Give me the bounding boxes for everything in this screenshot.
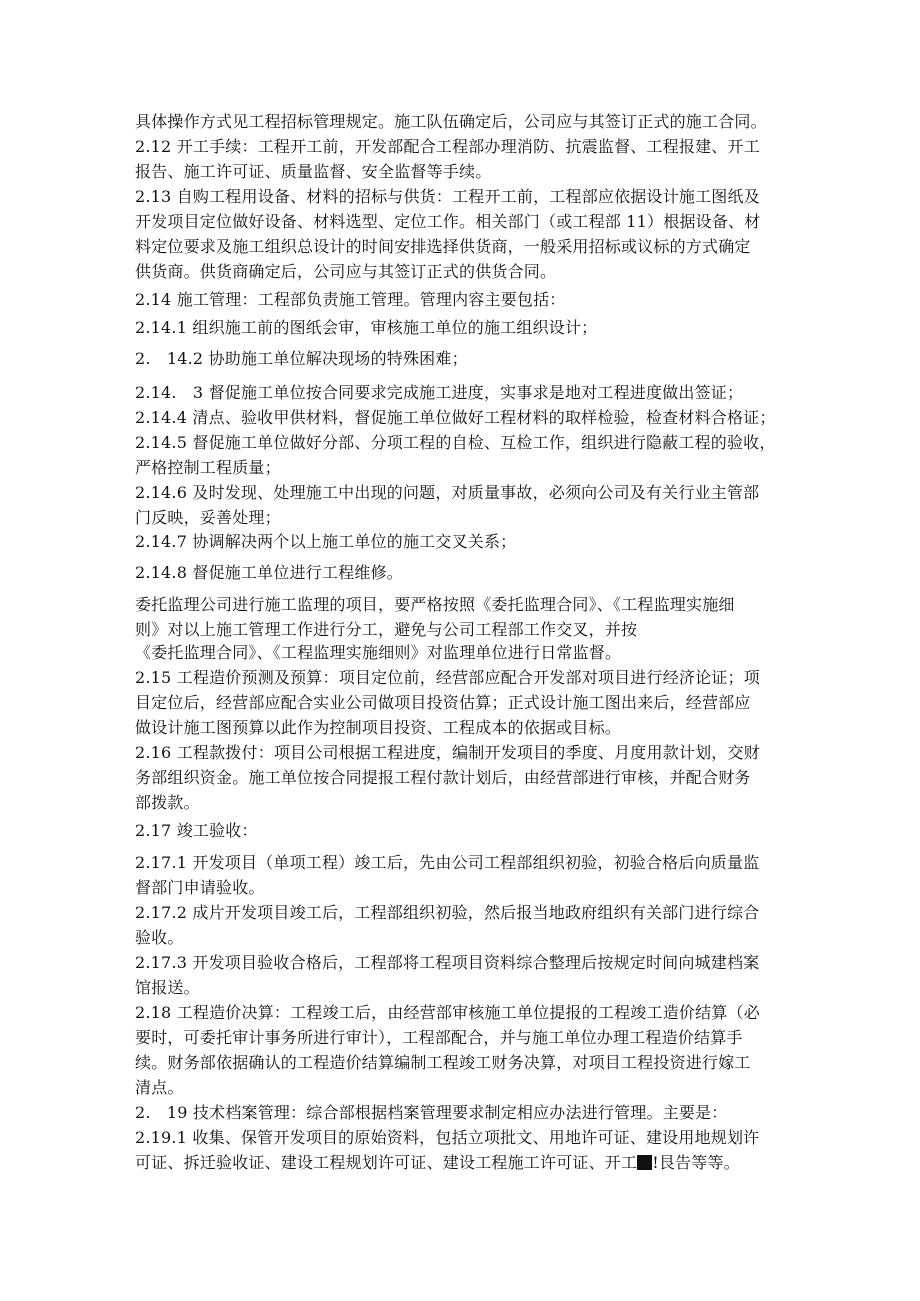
text-line: 2.17 竣工验收：	[135, 821, 258, 840]
text-line: 2.17.3 开发项目验收合格后，工程部将工程项目资料综合整理后按规定时间向城建档案	[135, 953, 760, 972]
text-line: 具体操作方式见工程招标管理规定。施工队伍确定后，公司应与其签订正式的施工合同。	[135, 112, 767, 131]
text-line: 2.15 工程造价预测及预算：项目定位前，经营部应配合开发部对项目进行经济论证；项	[135, 668, 760, 687]
text-line: 部拨款。	[135, 793, 200, 812]
text-line: 2.14. 3 督促施工单位按合同要求完成施工进度，实事求是地对工程进度做出签证；	[135, 383, 744, 402]
text-line: 委托监理公司进行施工监理的项目，要严格按照《委托监理合同》、《工程监理实施细	[135, 595, 735, 614]
text-line: 2.17.1 开发项目（单项工程）竣工后，先由公司工程部组织初验，初验合格后向质量监	[135, 853, 760, 872]
text-line: 报告、施工许可证、质量监督、安全监督等手续。	[135, 162, 492, 181]
text-line: 做设计施工图预算以此作为控制项目投资、工程成本的依据或目标。	[135, 718, 622, 737]
text-line: 2.13 自购工程用设备、材料的招标与供货：工程开工前，工程部应依据设计施工图纸及	[135, 187, 760, 206]
text-line: 督部门申请验收。	[135, 878, 265, 897]
text-line: 2.17.2 成片开发项目竣工后，工程部组织初验，然后报当地政府组织有关部门进行综合	[135, 903, 760, 922]
text-line: 2.14 施工管理：工程部负责施工管理。管理内容主要包括：	[135, 290, 566, 309]
last-line-start: 可证、拆迁验收证、建设工程规划许可证、建设工程施工许可证、开工	[135, 1153, 638, 1172]
text-line: 供货商。供货商确定后，公司应与其签订正式的供货合同。	[135, 262, 557, 281]
text-line: 2.19.1 收集、保管开发项目的原始资料，包括立项批文、用地许可证、建设用地规划许	[135, 1128, 760, 1147]
text-line: 2.18 工程造价决算：工程竣工后，由经营部审核施工单位提报的工程竣工造价结算（必	[135, 1003, 760, 1022]
text-line: 馆报送。	[135, 978, 200, 997]
text-line: 2.14.7 协调解决两个以上施工单位的施工交叉关系；	[135, 532, 517, 551]
text-line: 2. 14.2 协助施工单位解决现场的特殊困难；	[135, 349, 468, 368]
text-line: 2.14.1 组织施工前的图纸会审，审核施工单位的施工组织设计；	[135, 318, 598, 337]
text-line: 则》对以上施工管理工作进行分工，避免与公司工程部工作交叉，并按	[135, 620, 638, 639]
text-line: 2.14.6 及时发现、处理施工中出现的问题，对质量事故，必须向公司及有关行业主管部	[135, 483, 760, 502]
text-line: 2. 19 技术档案管理：综合部根据档案管理要求制定相应办法进行管理。主要是：	[135, 1103, 728, 1122]
redaction-block	[637, 1155, 652, 1170]
text-line: 2.14.4 清点、验收甲供材料，督促施工单位做好工程材料的取样检验，检查材料合格证；	[135, 408, 776, 427]
text-line: 2.14.5 督促施工单位做好分部、分项工程的自检、互检工作，组织进行隐蔽工程的验收，	[135, 433, 776, 452]
text-line: 验收。	[135, 928, 184, 947]
text-line: 开发项目定位做好设备、材料选型、定位工作。相关部门（或工程部 11）根据设备、材	[135, 212, 761, 231]
text-line-last	[135, 1153, 785, 1173]
text-line: 2.12 开工手续：工程开工前，开发部配合工程部办理消防、抗震监督、工程报建、开工	[135, 137, 760, 156]
text-line: 要时，可委托审计事务所进行审计），工程部配合，并与施工单位办理工程造价结算手	[135, 1028, 743, 1047]
text-line: 目定位后，经营部应配合实业公司做项目投资估算；正式设计施工图出来后，经营部应	[135, 693, 751, 712]
text-line: 料定位要求及施工组织总设计的时间安排选择供货商，一般采用招标或议标的方式确定	[135, 237, 751, 256]
text-line: 续。财务部依据确认的工程造价结算编制工程竣工财务决算，对项目工程投资进行嫁工	[135, 1053, 751, 1072]
text-line: 2.16 工程款拨付：项目公司根据工程进度，编制开发项目的季度、月度用款计划，交财	[135, 743, 760, 762]
text-line: 《委托监理合同》、《工程监理实施细则》对监理单位进行日常监督。	[135, 643, 622, 662]
text-line: 门反映，妥善处理；	[135, 508, 281, 527]
text-line: 2.14.8 督促施工单位进行工程维修。	[135, 563, 403, 582]
last-line-end: !艮告等等。	[652, 1153, 740, 1172]
text-line: 清点。	[135, 1078, 184, 1097]
text-line: 务部组织资金。施工单位按合同提报工程付款计划后，由经营部进行审核，并配合财务	[135, 768, 751, 787]
text-line: 严格控制工程质量；	[135, 458, 281, 477]
